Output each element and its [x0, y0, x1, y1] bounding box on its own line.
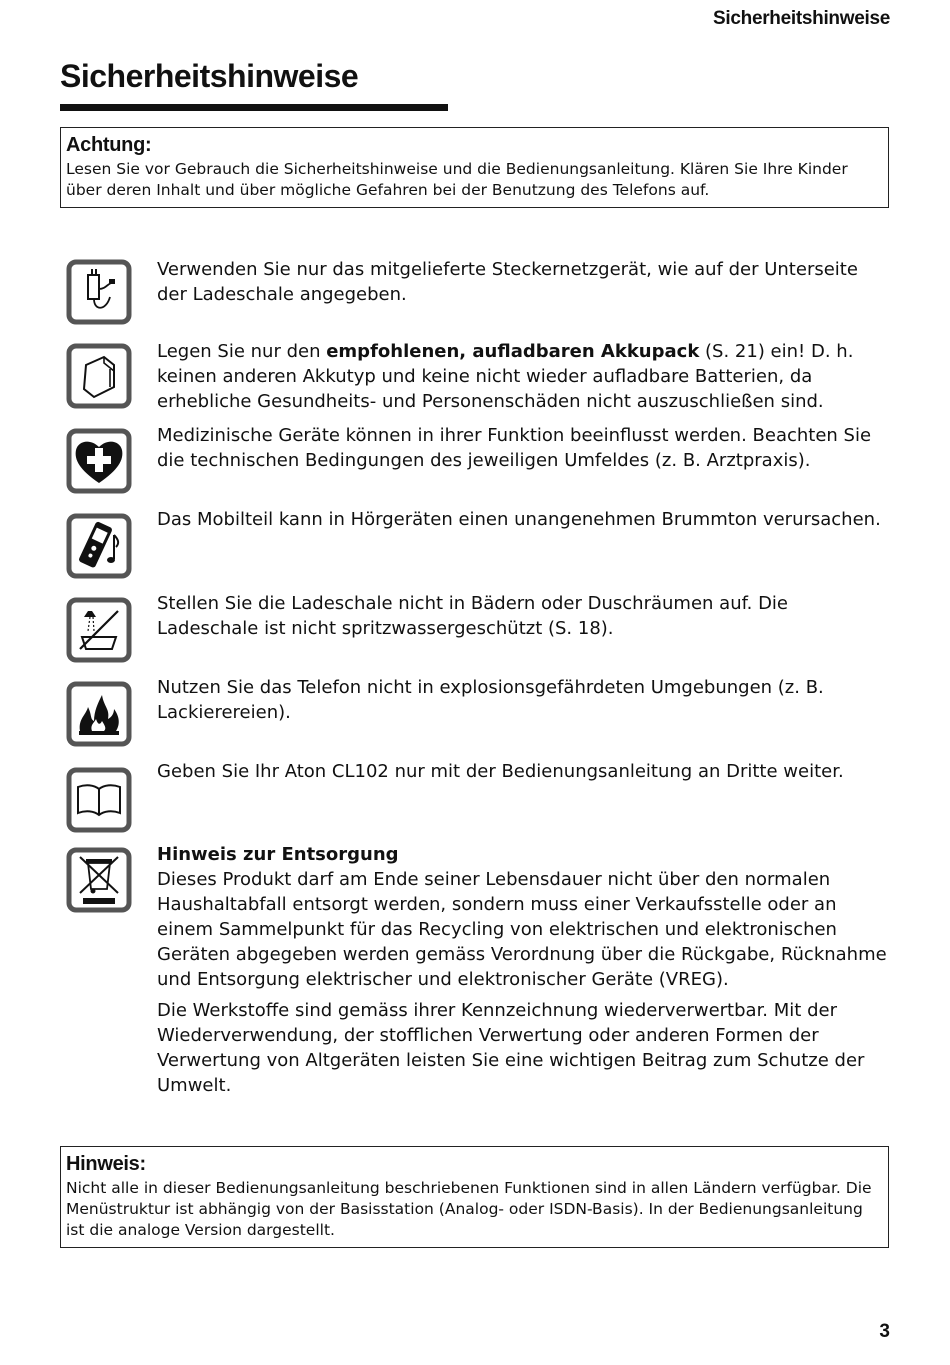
disposal-heading: Hinweis zur Entsorgung: [157, 844, 399, 865]
safety-text-hearing: Das Mobilteil kann in Hörgeräten einen unangenehmen Brummton verursachen.: [157, 509, 881, 530]
safety-text: [157, 423, 891, 473]
warning-box: [60, 127, 889, 208]
page-title: Sicherheitshinweise: [60, 58, 359, 94]
explosion-flame-icon: [66, 681, 132, 747]
safety-text-medical: Medizinische Geräte können in ihrer Funktion beeinflusst werden. Beachten Sie die technischen Bedingungen des jeweiligen Umfeldes (z. B. Arztpraxis).: [157, 425, 872, 471]
warning-text: Lesen Sie vor Gebrauch die Sicherheitshinweise und die Bedienungsanleitung. Klären Sie Ihre Kinder über deren Inhalt und über mögliche Gefahren bei der Benutzung des Telefons auf.: [66, 160, 848, 199]
open-book-icon: [66, 767, 132, 833]
info-text: Nicht alle in dieser Bedienungsanleitung beschriebenen Funktionen sind in allen Ländern verfügbar. Die Menüstruktur ist abhängig von der Basisstation (Analog- oder ISDN-Basis). In der Bedienungsanleitung ist die analoge Version dargestellt.: [66, 1179, 872, 1239]
info-box: [60, 1146, 889, 1248]
running-header: Sicherheitshinweise: [713, 8, 890, 29]
safety-text-manual: Geben Sie Ihr Aton CL102 nur mit der Bedienungsanleitung an Dritte weiter.: [157, 761, 844, 782]
title-rule: [60, 104, 448, 111]
safety-text-bathroom: Stellen Sie die Ladeschale nicht in Bädern oder Duschräumen auf. Die Ladeschale ist nicht spritzwassergeschützt (S. 18).: [157, 593, 789, 639]
disposal-text-recycling: Die Werkstoffe sind gemäss ihrer Kennzeichnung wiederverwertbar. Mit der Wiederverwendung, der stofflichen Verwertung oder anderen Formen der Verwertung von Altgeräten leisten Sie eine wichtigen Beitrag zum Schutze der Umwelt.: [157, 1000, 865, 1096]
safety-text-power: Verwenden Sie nur das mitgelieferte Steckernetzgerät, wie auf der Unterseite der Ladeschale angegeben.: [157, 259, 858, 305]
safety-text: [157, 591, 891, 641]
battery-text-bold: empfohlenen, aufladbaren Akkupack: [326, 341, 700, 362]
safety-text: [157, 257, 891, 307]
safety-text: [157, 842, 891, 1098]
safety-text: [157, 507, 891, 532]
disposal-text: Dieses Produkt darf am Ende seiner Lebensdauer nicht über den normalen Haushaltabfall entsorgt werden, sondern muss einer Verkaufsstelle oder an einem Sammelpunkt für das Recycling von elektrischen und elektronischen Geräten abgegeben werden gemäss Verordnung über die Rückgabe, Rücknahme und Entsorgung elektrischer und elektronischer Geräte (VREG).: [157, 869, 887, 990]
safety-text-explosion: Nutzen Sie das Telefon nicht in explosionsgefährdeten Umgebungen (z. B. Lackierereien).: [157, 677, 824, 723]
crossed-bin-icon: [66, 847, 132, 913]
info-title: Hinweis:: [66, 1153, 146, 1175]
battery-text-start: Legen Sie nur den: [157, 341, 327, 362]
battery-text-end: (S. 21) ein! D. h. keinen anderen Akkutyp und keine nicht wieder aufladbare Batterien, da erhebliche Gesundheits- und Personenschäden nicht auszuschließen sind.: [157, 341, 854, 412]
power-adapter-icon: [66, 259, 132, 325]
medical-heart-icon: [66, 428, 132, 494]
no-shower-icon: [66, 597, 132, 663]
safety-text: [157, 339, 891, 414]
safety-text: [157, 675, 891, 725]
page-number: 3: [879, 1321, 890, 1342]
safety-text: [157, 759, 891, 784]
battery-pack-icon: [66, 343, 132, 409]
safety-text-battery: [157, 339, 891, 414]
hearing-aid-phone-icon: [66, 513, 132, 579]
warning-title: Achtung:: [66, 134, 152, 156]
